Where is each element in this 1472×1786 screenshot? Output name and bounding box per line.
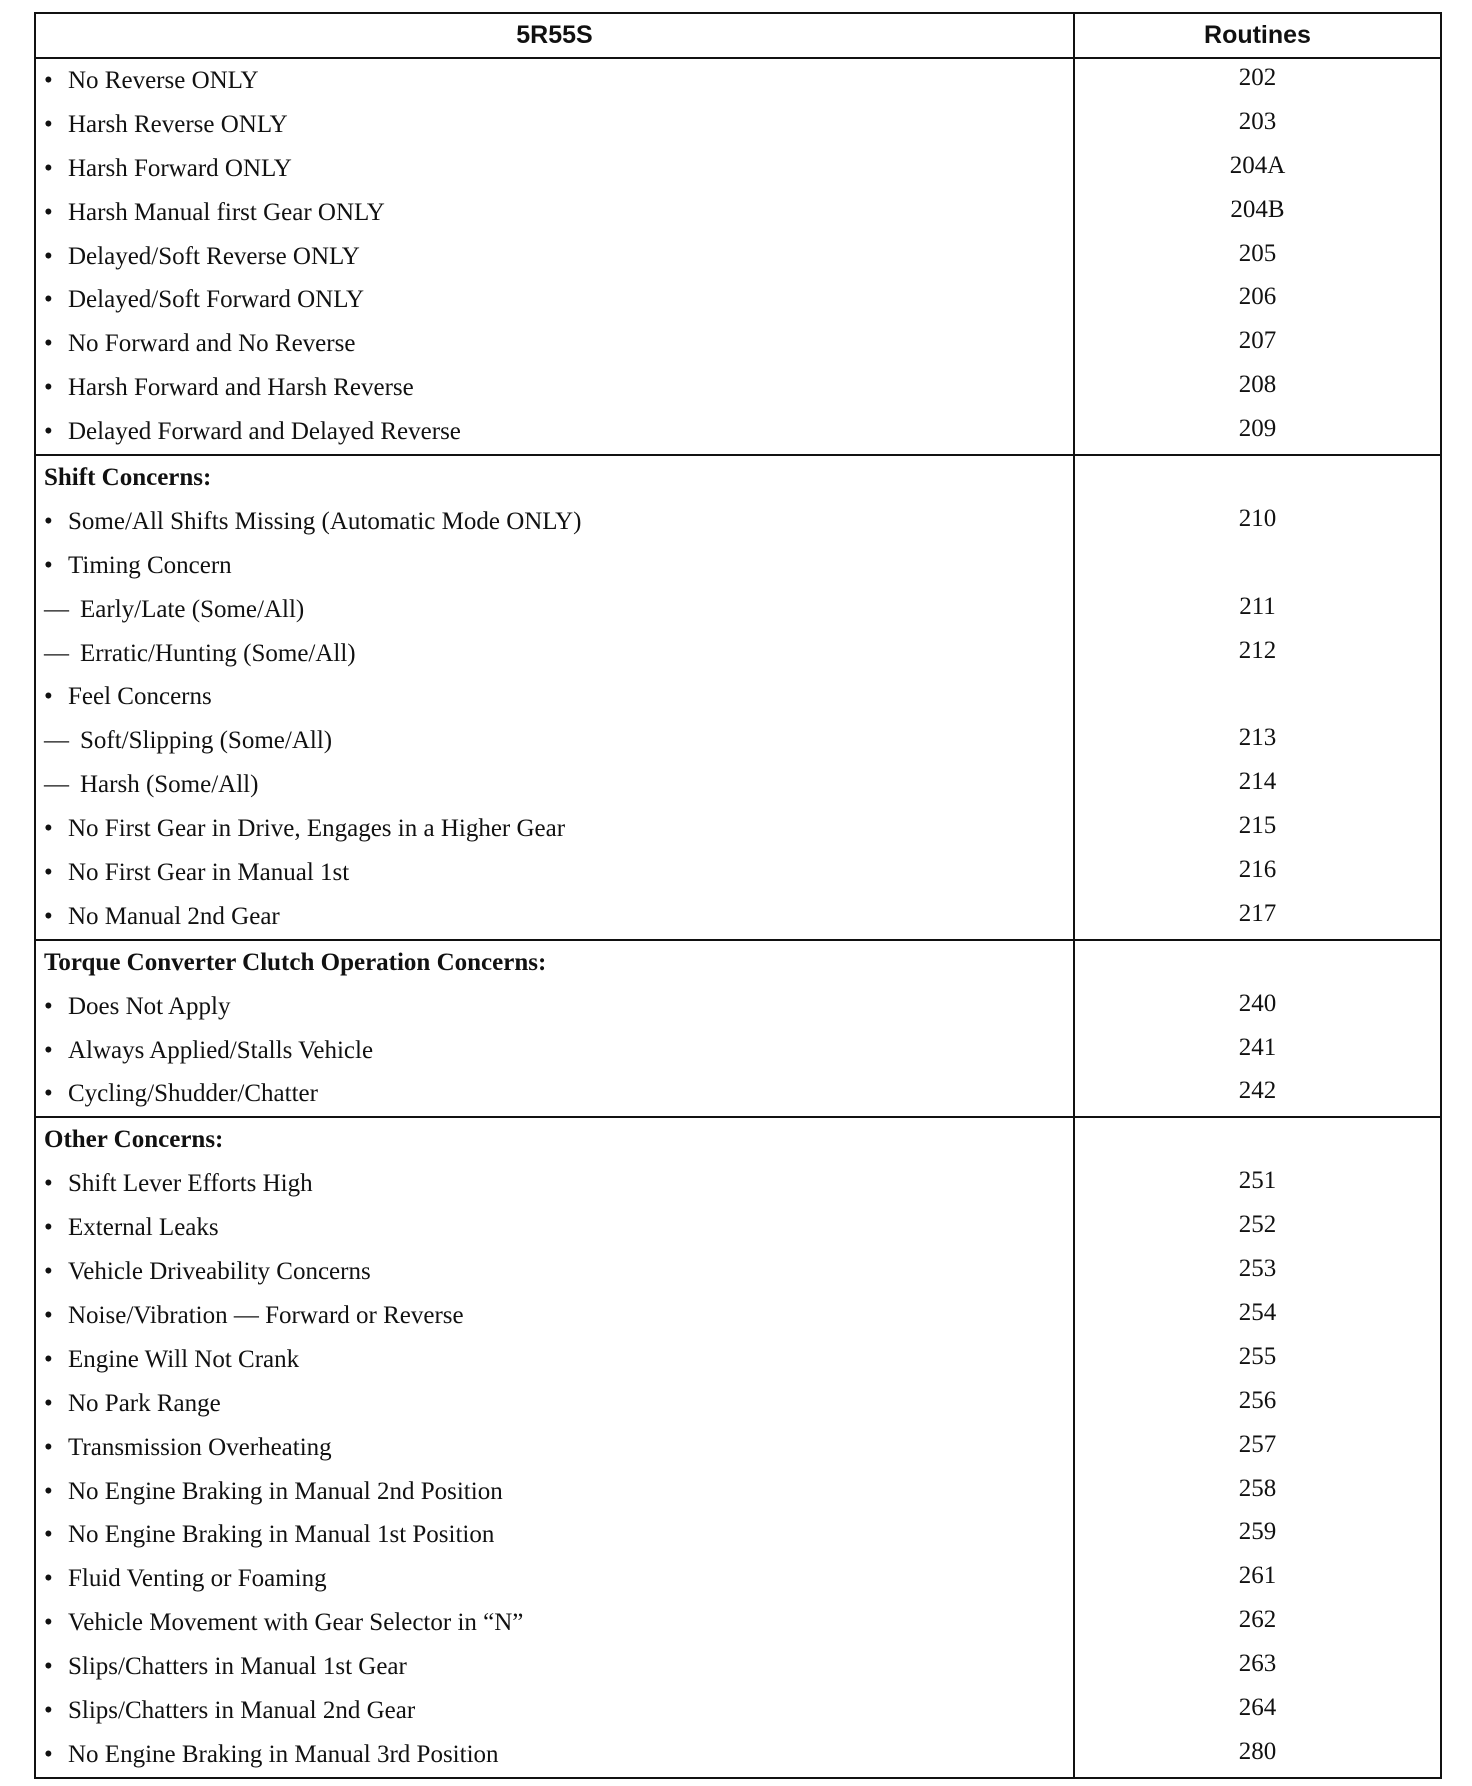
concern-column	[35, 940, 1074, 1118]
routine-number: 208	[1238, 371, 1277, 399]
routine-number: 215	[1238, 812, 1277, 840]
bullet-marker: •	[44, 815, 53, 843]
routine-number: 216	[1238, 856, 1277, 884]
routine-number: 204B	[1230, 195, 1285, 223]
routine-column	[1074, 455, 1441, 940]
bullet-marker: •	[44, 1565, 53, 1593]
bullet-marker: •	[44, 198, 53, 226]
concern-label: Slips/Chatters in Manual 1st Gear	[68, 1653, 407, 1681]
concern-row	[36, 1072, 1073, 1116]
bullet-marker: •	[44, 1653, 53, 1681]
concern-row	[36, 1513, 1073, 1557]
section-heading: Shift Concerns:	[44, 464, 212, 492]
routine-number: 204A	[1229, 151, 1286, 179]
concern-label: Harsh (Some/All)	[80, 771, 259, 799]
concern-row	[36, 1426, 1073, 1470]
routine-number: 256	[1238, 1386, 1277, 1414]
concern-row	[36, 632, 1073, 676]
concern-label: Harsh Forward and Harsh Reverse	[68, 374, 414, 402]
bullet-marker: •	[44, 1170, 53, 1198]
table-section	[35, 1117, 1441, 1777]
bullet-marker: •	[44, 507, 53, 535]
bullet-marker: •	[44, 1389, 53, 1417]
concern-row	[36, 191, 1073, 235]
concern-row	[36, 985, 1073, 1029]
routine-number: 259	[1238, 1518, 1277, 1546]
concern-row	[36, 1294, 1073, 1338]
bullet-marker: •	[44, 242, 53, 270]
concern-column	[35, 1117, 1074, 1777]
concern-label: Feel Concerns	[68, 683, 212, 711]
routine-number: 262	[1238, 1606, 1277, 1634]
routine-cell-empty	[1075, 1118, 1440, 1162]
concern-row	[36, 500, 1073, 544]
routine-number: 254	[1238, 1298, 1277, 1326]
bullet-marker: •	[44, 67, 53, 94]
bullet-marker: •	[44, 110, 53, 138]
concern-label: Delayed/Soft Forward ONLY	[68, 286, 365, 314]
routine-number: 217	[1238, 899, 1277, 927]
concern-label: Always Applied/Stalls Vehicle	[68, 1036, 374, 1064]
routine-number: 261	[1238, 1562, 1277, 1590]
concern-row	[36, 366, 1073, 410]
concern-row	[36, 1733, 1073, 1777]
bullet-marker: •	[44, 1301, 53, 1329]
bullet-marker: •	[44, 683, 53, 711]
concern-label: No Forward and No Reverse	[68, 330, 356, 358]
concern-label: Delayed Forward and Delayed Reverse	[68, 418, 461, 446]
routine-number: 209	[1238, 415, 1277, 443]
concern-row	[36, 59, 1073, 103]
routine-number	[1075, 544, 1440, 588]
dash-marker: —	[44, 639, 69, 667]
concern-row	[36, 1382, 1073, 1426]
routine-number: 213	[1238, 724, 1277, 752]
bullet-marker: •	[44, 418, 53, 446]
table-section	[35, 940, 1441, 1118]
routine-number: 205	[1238, 239, 1277, 267]
dash-marker: —	[44, 595, 69, 623]
concern-row	[36, 1338, 1073, 1382]
concern-row	[36, 588, 1073, 632]
bullet-marker: •	[44, 1345, 53, 1373]
routine-column	[1074, 58, 1441, 455]
concern-label: Early/Late (Some/All)	[80, 595, 305, 623]
concern-label: Cycling/Shudder/Chatter	[68, 1080, 318, 1108]
concern-row	[36, 1601, 1073, 1645]
concern-column	[35, 58, 1074, 455]
routine-number: 253	[1238, 1255, 1277, 1283]
bullet-marker: •	[44, 902, 53, 930]
routine-number: 240	[1238, 989, 1277, 1017]
concern-label: Erratic/Hunting (Some/All)	[80, 639, 356, 667]
table-header-row	[35, 13, 1441, 58]
concern-row	[36, 278, 1073, 322]
routine-number: 206	[1238, 283, 1277, 311]
routine-column	[1074, 1117, 1441, 1777]
routine-number: 203	[1238, 107, 1277, 135]
routine-number: 257	[1238, 1430, 1277, 1458]
concern-label: No Manual 2nd Gear	[68, 902, 280, 930]
concern-row	[36, 147, 1073, 191]
concern-label: Vehicle Driveability Concerns	[68, 1258, 371, 1286]
table-section	[35, 58, 1441, 455]
concern-row	[36, 322, 1073, 366]
concern-label: Delayed/Soft Reverse ONLY	[68, 242, 360, 270]
bullet-marker: •	[44, 1740, 53, 1768]
concern-row	[36, 763, 1073, 807]
concern-row	[36, 103, 1073, 147]
bullet-marker: •	[44, 992, 53, 1020]
concern-label: External Leaks	[68, 1214, 219, 1242]
bullet-marker: •	[44, 374, 53, 402]
bullet-marker: •	[44, 859, 53, 887]
concern-label: Shift Lever Efforts High	[68, 1170, 313, 1198]
concern-label: No Park Range	[68, 1389, 221, 1417]
concern-label: Does Not Apply	[68, 992, 231, 1020]
bullet-marker: •	[44, 1258, 53, 1286]
concern-row	[36, 1250, 1073, 1294]
routine-number: 258	[1238, 1474, 1277, 1502]
section-heading: Torque Converter Clutch Operation Concerns:	[44, 948, 547, 976]
routine-number: 241	[1238, 1033, 1277, 1061]
routine-number: 263	[1238, 1650, 1277, 1678]
concern-label: Timing Concern	[68, 551, 232, 579]
bullet-marker: •	[44, 1609, 53, 1637]
table-section	[35, 455, 1441, 940]
table-body	[35, 58, 1441, 1778]
routine-number: 264	[1238, 1693, 1277, 1721]
concern-label: Transmission Overheating	[68, 1433, 332, 1461]
concern-row	[36, 1470, 1073, 1514]
routine-number: 202	[1238, 64, 1277, 91]
bullet-marker: •	[44, 330, 53, 358]
document-page	[34, 12, 1440, 1779]
routine-number: 252	[1238, 1211, 1277, 1239]
bullet-marker: •	[44, 154, 53, 182]
concern-label: Fluid Venting or Foaming	[68, 1565, 327, 1593]
header-transmission: 5R55S	[35, 13, 1074, 58]
routine-number: 210	[1238, 504, 1277, 532]
concern-row	[36, 1206, 1073, 1250]
concern-label: No Engine Braking in Manual 2nd Position	[68, 1477, 503, 1505]
concern-row	[36, 1162, 1073, 1206]
bullet-marker: •	[44, 286, 53, 314]
concern-row	[36, 1689, 1073, 1733]
concern-label: No First Gear in Drive, Engages in a Higher Gear	[68, 815, 566, 843]
routine-number: 280	[1238, 1737, 1277, 1765]
dash-marker: —	[44, 727, 69, 755]
concern-row	[36, 410, 1073, 454]
concern-label: Harsh Manual first Gear ONLY	[68, 198, 385, 226]
bullet-marker: •	[44, 1477, 53, 1505]
routine-number: 251	[1238, 1167, 1277, 1195]
bullet-marker: •	[44, 1696, 53, 1724]
dash-marker: —	[44, 771, 69, 799]
bullet-marker: •	[44, 1080, 53, 1108]
concern-row	[36, 719, 1073, 763]
routine-number: 242	[1238, 1077, 1277, 1105]
bullet-marker: •	[44, 1214, 53, 1242]
concern-label: Slips/Chatters in Manual 2nd Gear	[68, 1696, 416, 1724]
concern-row	[36, 895, 1073, 939]
routine-number: 255	[1238, 1342, 1277, 1370]
concern-row	[36, 235, 1073, 279]
concern-label: Vehicle Movement with Gear Selector in “N”	[68, 1609, 524, 1637]
concern-label: Some/All Shifts Missing (Automatic Mode ONLY)	[68, 507, 582, 535]
routine-cell-empty	[1075, 941, 1440, 985]
concern-label: No Reverse ONLY	[68, 67, 259, 94]
routine-number: 212	[1238, 636, 1277, 664]
concern-row	[36, 544, 1073, 588]
concern-row	[36, 851, 1073, 895]
bullet-marker: •	[44, 1036, 53, 1064]
concern-label: Harsh Reverse ONLY	[68, 110, 288, 138]
header-routines: Routines	[1074, 13, 1441, 58]
section-heading: Other Concerns:	[44, 1126, 224, 1154]
concern-label: Noise/Vibration — Forward or Reverse	[68, 1301, 464, 1329]
concern-label: Soft/Slipping (Some/All)	[80, 727, 333, 755]
bullet-marker: •	[44, 1521, 53, 1549]
concern-row	[36, 807, 1073, 851]
concern-row	[36, 1645, 1073, 1689]
routine-number: 214	[1238, 768, 1277, 796]
routine-number	[1075, 675, 1440, 719]
concern-label: No Engine Braking in Manual 3rd Position	[68, 1740, 499, 1768]
bullet-marker: •	[44, 551, 53, 579]
routine-column	[1074, 940, 1441, 1118]
concern-label: No First Gear in Manual 1st	[68, 859, 350, 887]
routine-number: 207	[1238, 327, 1277, 355]
concern-label: Harsh Forward ONLY	[68, 154, 292, 182]
concern-label: Engine Will Not Crank	[68, 1345, 300, 1373]
routine-number: 211	[1239, 592, 1276, 620]
bullet-marker: •	[44, 1433, 53, 1461]
concern-row	[36, 675, 1073, 719]
concern-column	[35, 455, 1074, 940]
routines-table	[34, 12, 1442, 1779]
concern-row	[36, 1557, 1073, 1601]
concern-row	[36, 1029, 1073, 1073]
concern-label: No Engine Braking in Manual 1st Position	[68, 1521, 495, 1549]
routine-cell-empty	[1075, 456, 1440, 500]
